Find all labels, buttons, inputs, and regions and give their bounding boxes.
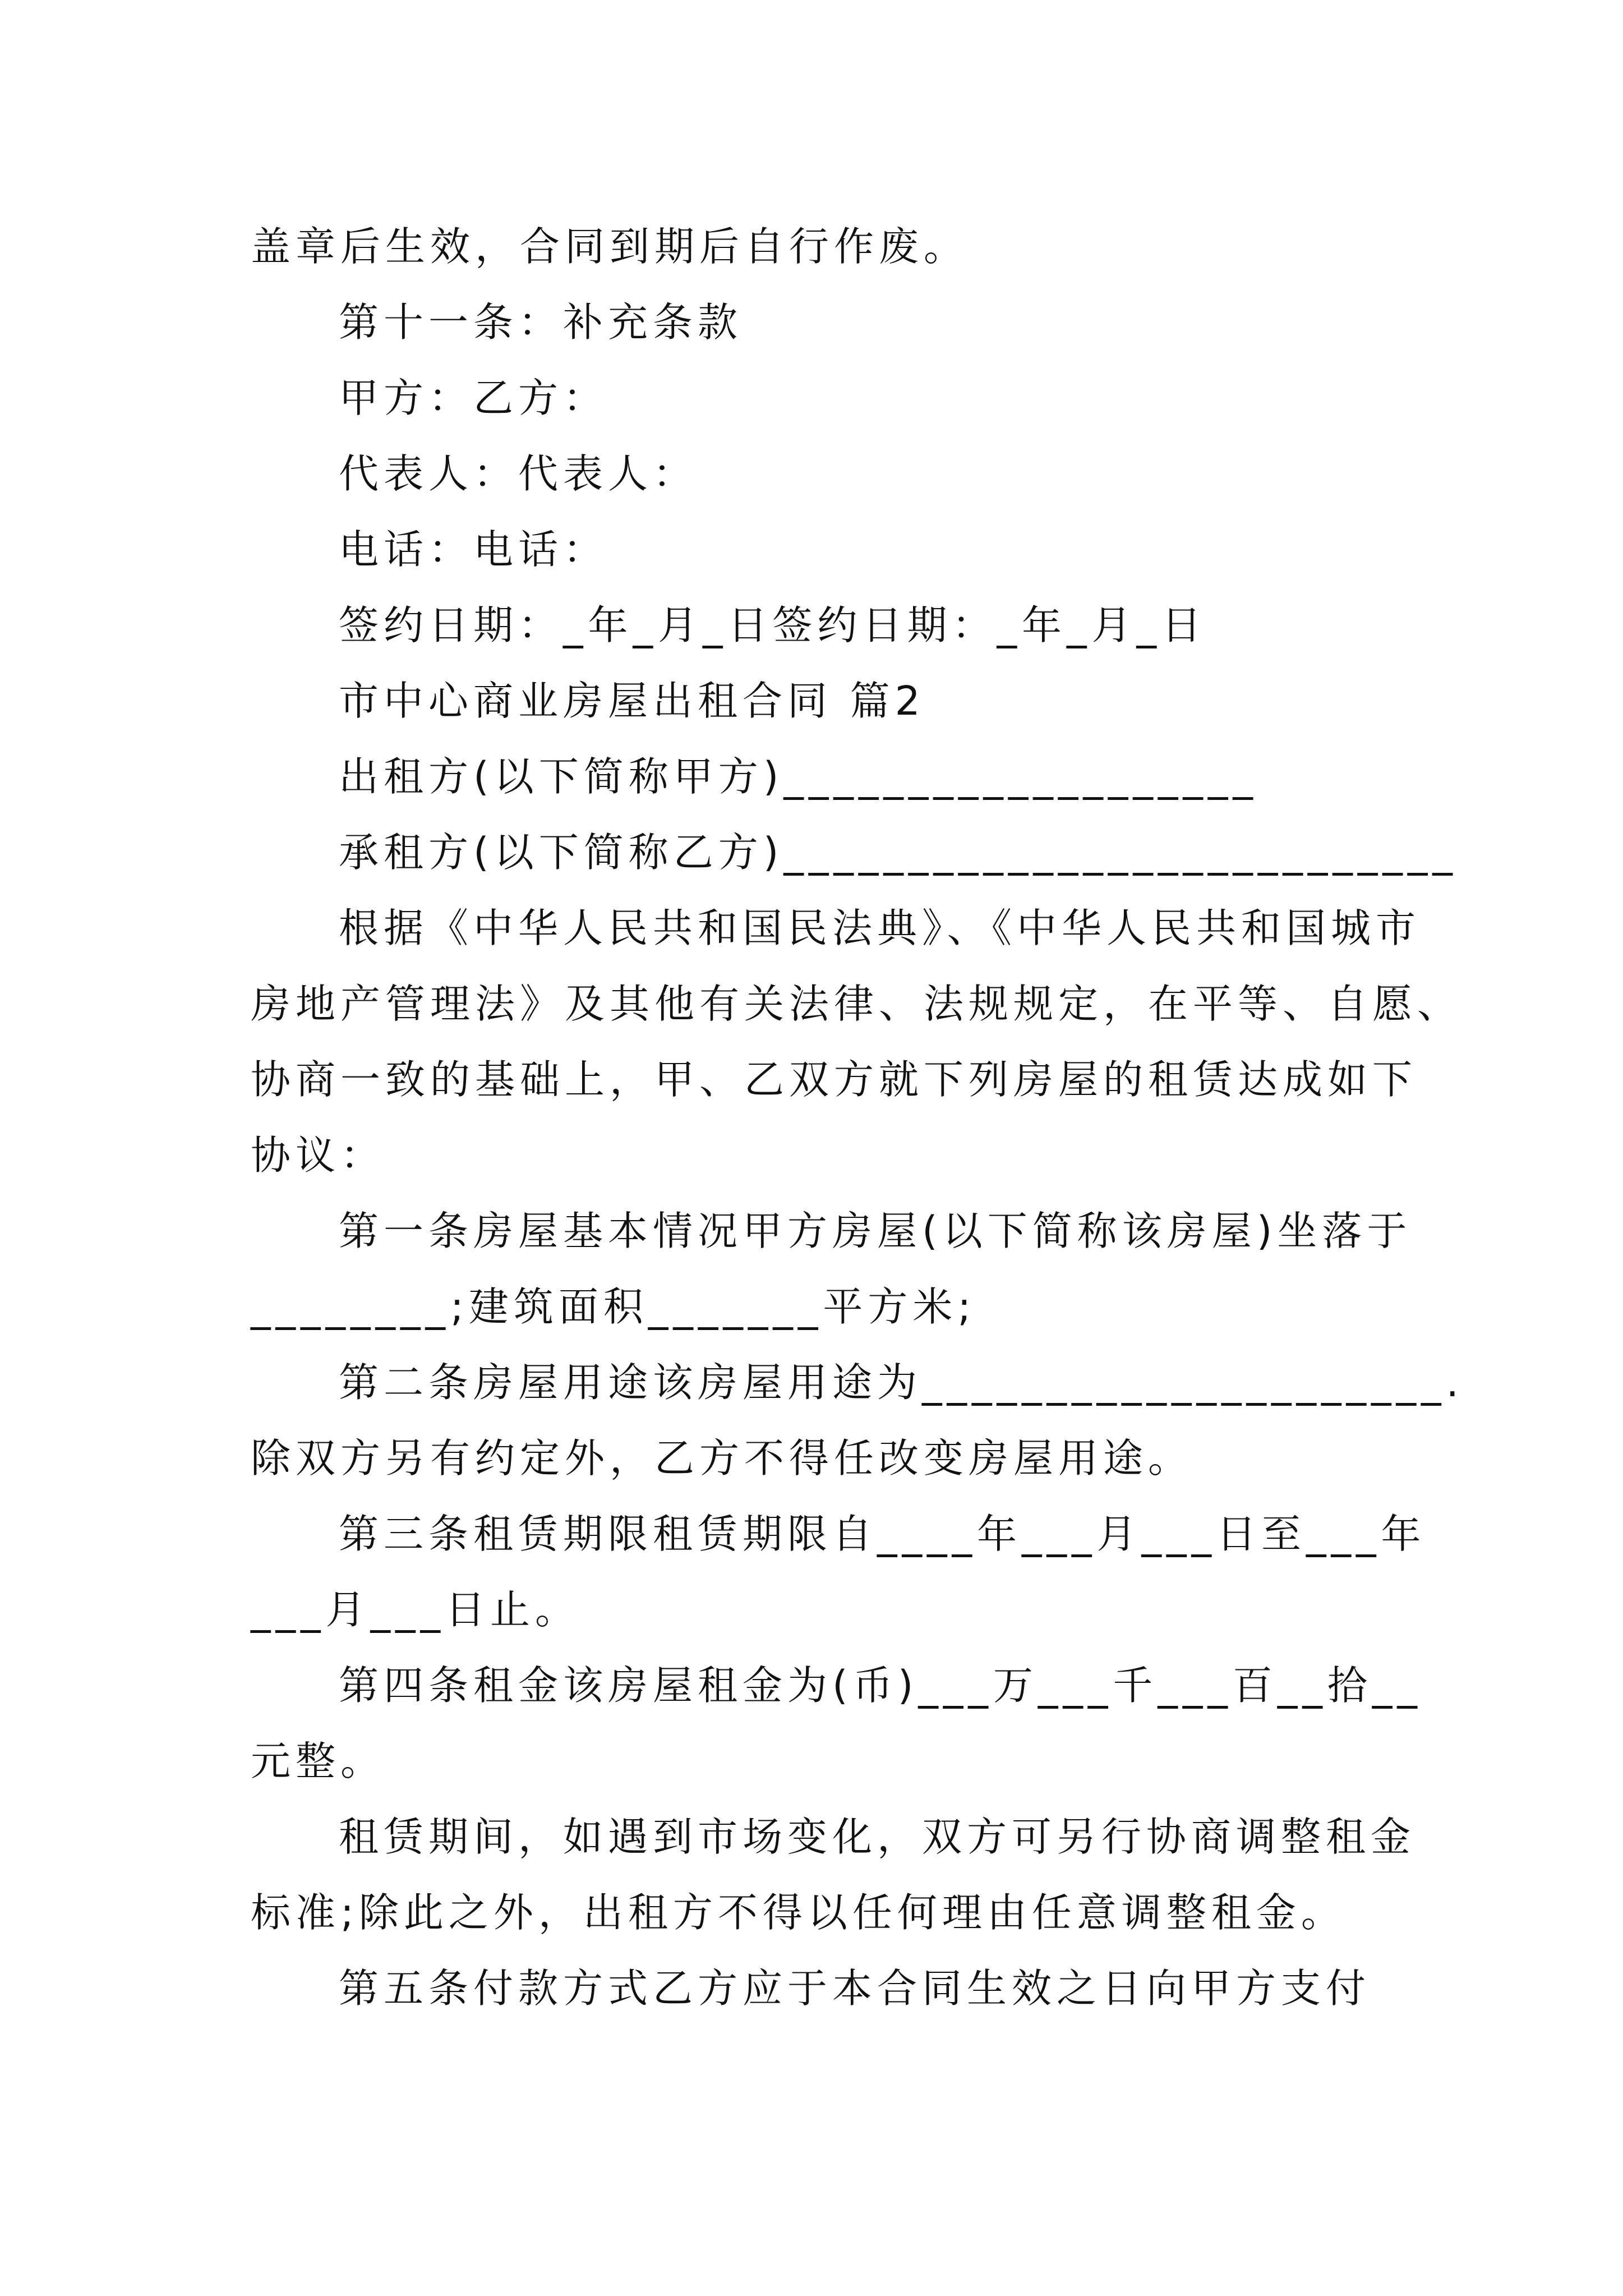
text-line: 租赁期间，如遇到市场变化，双方可另行协商调整租金 <box>339 1814 1416 1860</box>
text-line: 盖章后生效，合同到期后自行作废。 <box>251 223 969 270</box>
text-line: 出租方(以下简称甲方)___________________ <box>339 753 1258 800</box>
text-line: 签约日期：_年_月_日签约日期：_年_月_日 <box>339 602 1207 648</box>
section-heading: 市中心商业房屋出租合同 篇2 <box>339 678 925 724</box>
text-line: 代表人：代表人： <box>339 450 698 497</box>
text-line: ___月___日止。 <box>251 1586 580 1633</box>
text-line: 第四条租金该房屋租金为(币)___万___千___百__拾__ <box>339 1662 1422 1709</box>
text-line: 协议： <box>251 1132 386 1179</box>
text-line: 除双方另有约定外，乙方不得任改变房屋用途。 <box>251 1435 1193 1481</box>
text-line: 第二条房屋用途该房屋用途为_____________________. <box>339 1359 1464 1406</box>
text-line: 甲方：乙方： <box>339 375 608 421</box>
text-line: 第三条租赁期限租赁期限自____年___月___日至___年 <box>339 1511 1426 1557</box>
text-line: 房地产管理法》及其他有关法律、法规规定，在平等、自愿、 <box>251 981 1463 1027</box>
text-line: 第十一条：补充条款 <box>339 299 743 346</box>
text-line: 第五条付款方式乙方应于本合同生效之日向甲方支付 <box>339 1965 1371 2012</box>
text-line: 电话：电话： <box>339 526 608 573</box>
text-line: 第一条房屋基本情况甲方房屋(以下简称该房屋)坐落于 <box>339 1208 1412 1254</box>
text-line: 承租方(以下简称乙方)___________________________ <box>339 829 1458 876</box>
text-line: 元整。 <box>251 1738 386 1784</box>
text-line: 标准;除此之外，出租方不得以任何理由任意调整租金。 <box>251 1889 1346 1936</box>
text-line: 根据《中华人民共和国民法典》、《中华人民共和国城市 <box>339 905 1421 951</box>
text-line: ________;建筑面积_______平方米; <box>251 1283 976 1330</box>
text-line: 协商一致的基础上，甲、乙双方就下列房屋的租赁达成如下 <box>251 1056 1418 1103</box>
